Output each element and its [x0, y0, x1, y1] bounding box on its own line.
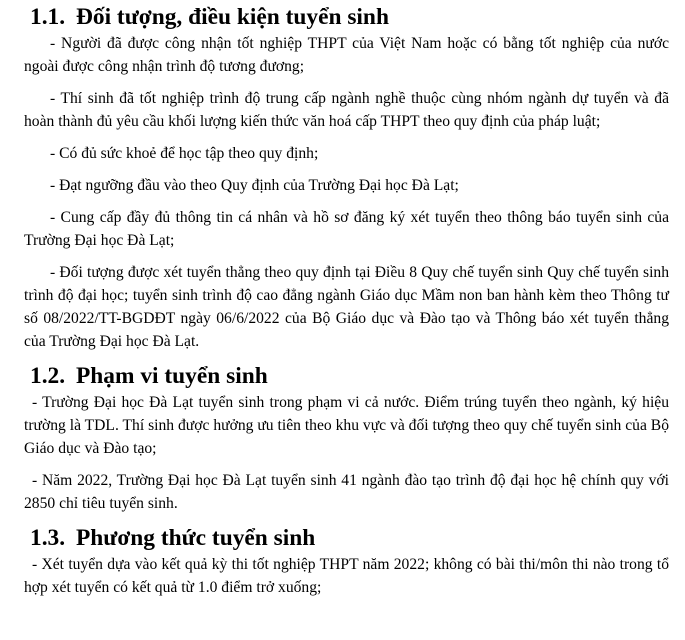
section-admission-subjects	[24, 3, 669, 353]
paragraph: - Người đã được công nhận tốt nghiệp THPT của Việt Nam hoặc có bằng tốt nghiệp của nước ngoài được công nhận trình độ tương đương;	[24, 35, 669, 75]
paragraph: - Đạt ngưỡng đầu vào theo Quy định của Trường Đại học Đà Lạt;	[50, 177, 459, 194]
paragraph: - Đối tượng được xét tuyển thẳng theo quy định tại Điều 8 Quy chế tuyển sinh Quy chế tuyển sinh trình độ đại học; tuyển sinh trình độ cao đẳng ngành Giáo dục Mầm non ban hành kèm theo Thông tư số 08/2022/TT-BGDĐT ngày 06/6/2022 của Bộ Giáo dục và Đào tạo và Thông báo xét tuyển thẳng của Trường Đại học Đà Lạt.	[24, 264, 669, 350]
section-heading	[24, 362, 669, 391]
section-heading	[24, 524, 669, 553]
section-title: Phương thức tuyển sinh	[76, 525, 316, 551]
section-admission-scope	[24, 362, 669, 515]
paragraph: - Thí sinh đã tốt nghiệp trình độ trung cấp ngành nghề thuộc cùng nhóm ngành dự tuyển và đã hoàn thành đủ yêu cầu khối lượng kiến thức văn hoá cấp THPT theo quy định của pháp luật;	[24, 90, 669, 130]
section-number: 1.2.	[30, 363, 66, 389]
section-title: Đối tượng, điều kiện tuyển sinh	[76, 4, 389, 30]
section-heading	[24, 3, 669, 32]
section-number: 1.3.	[30, 525, 66, 551]
paragraph: - Năm 2022, Trường Đại học Đà Lạt tuyển sinh 41 ngành đào tạo trình độ đại học hệ chính quy với 2850 chỉ tiêu tuyển sinh.	[24, 472, 669, 512]
paragraph: - Trường Đại học Đà Lạt tuyển sinh trong phạm vi cả nước. Điểm trúng tuyển theo ngành, ký hiệu trường là TDL. Thí sinh được hưởng ưu tiên theo khu vực và đối tượng theo quy chế tuyển sinh của Bộ Giáo dục và Đào tạo;	[24, 394, 669, 457]
section-admission-method	[24, 524, 669, 599]
paragraph: - Cung cấp đầy đủ thông tin cá nhân và hồ sơ đăng ký xét tuyển theo thông báo tuyển sinh của Trường Đại học Đà Lạt;	[24, 209, 669, 249]
section-number: 1.1.	[30, 4, 66, 30]
section-title: Phạm vi tuyển sinh	[76, 363, 268, 389]
paragraph: - Có đủ sức khoẻ để học tập theo quy định;	[50, 145, 319, 162]
paragraph: - Xét tuyển dựa vào kết quả kỳ thi tốt nghiệp THPT năm 2022; không có bài thi/môn thi nào trong tổ hợp xét tuyển có kết quả từ 1.0 điểm trở xuống;	[24, 556, 669, 596]
